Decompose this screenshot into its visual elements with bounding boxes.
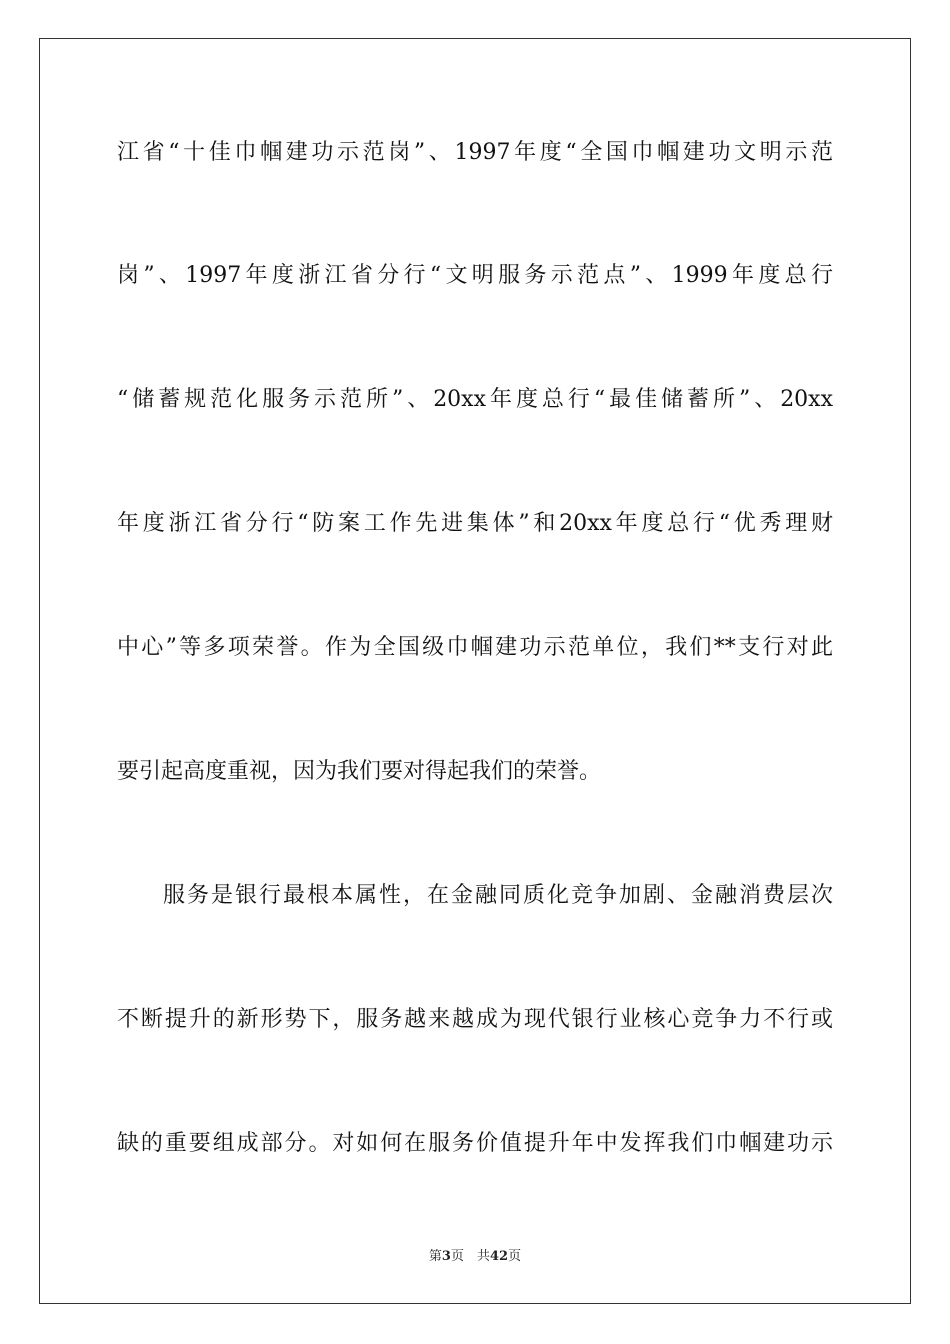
footer-suffix: 页	[508, 1249, 522, 1264]
current-page-number: 3	[441, 1249, 451, 1264]
text-line-8: 不断提升的新形势下，服务越来越成为现代银行业核心竞争力不行或	[117, 1007, 833, 1032]
text-line-6: 要引起高度重视，因为我们要对得起我们的荣誉。	[117, 759, 602, 784]
text-line-3: “储蓄规范化服务示范所”、20xx年度总行“最佳储蓄所”、20xx	[117, 387, 833, 412]
text-line-4: 年度浙江省分行“防案工作先进集体”和20xx年度总行“优秀理财	[117, 511, 833, 536]
text-line-1: 江省“十佳巾帼建功示范岗”、1997年度“全国巾帼建功文明示范	[117, 140, 833, 165]
text-line-7: 服务是银行最根本属性，在金融同质化竞争加剧、金融消费层次	[163, 883, 833, 908]
page-footer	[0, 1248, 950, 1266]
text-line-9: 缺的重要组成部分。对如何在服务价值提升年中发挥我们巾帼建功示	[117, 1131, 833, 1156]
footer-prefix: 第	[428, 1249, 442, 1264]
page-border	[39, 38, 911, 1304]
text-line-2: 岗”、1997年度浙江省分行“文明服务示范点”、1999年度总行	[117, 263, 833, 288]
total-page-number: 42	[489, 1249, 509, 1264]
text-line-5: 中心”等多项荣誉。作为全国级巾帼建功示范单位，我们**支行对此	[117, 635, 833, 660]
footer-middle: 页 共	[450, 1249, 490, 1264]
